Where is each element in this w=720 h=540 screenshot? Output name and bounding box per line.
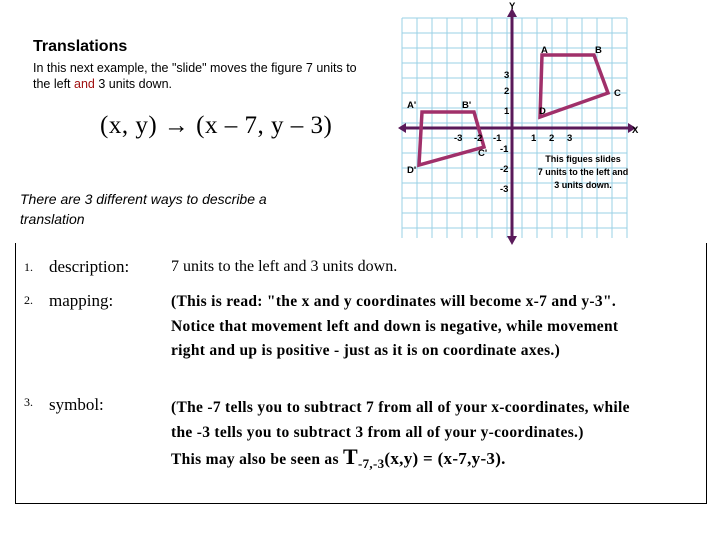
graph-caption-line3: 3 units down.	[554, 180, 612, 190]
label-C: C	[614, 88, 621, 99]
symbol-rest: (x,y) = (x-7,y-3).	[384, 449, 506, 468]
intro-part1: In this next example, the "slide" moves the figure 7 units to the left	[33, 61, 357, 91]
formula-rhs: (x – 7, y – 3)	[196, 112, 333, 139]
symbol-subscript: -7,-3	[357, 456, 385, 472]
method-term: description:	[49, 257, 130, 276]
label-B-prime: B'	[462, 100, 472, 111]
method-symbol-block	[171, 396, 651, 477]
label-A-prime: A'	[407, 100, 417, 111]
formula-arrow: →	[163, 112, 190, 139]
symbol-T: T	[343, 444, 358, 469]
tick-x-3: 3	[567, 133, 573, 144]
label-C-prime: C'	[478, 148, 488, 159]
tick-y-2: 2	[504, 86, 510, 97]
tick-x-1: 1	[531, 133, 537, 144]
method-term: symbol:	[49, 395, 104, 414]
tick-y-neg1: -1	[500, 144, 509, 155]
method-text: (The -7 tells you to subtract 7 from all of your x-coordinates, while the -3 tells you to subtract 3 from all of your y-coordinates.)	[171, 399, 630, 441]
intro-and: and	[74, 77, 95, 91]
label-D-prime: D'	[407, 165, 417, 176]
tick-x-neg2: -2	[474, 133, 483, 144]
x-axis-label: X	[632, 125, 639, 136]
page-title: Translations	[33, 38, 128, 55]
ways-text: There are 3 different ways to describe a translation	[20, 191, 267, 227]
tick-x-neg1: -1	[493, 133, 502, 144]
intro-part2: 3 units down.	[94, 77, 172, 91]
tick-x-neg3: -3	[454, 133, 463, 144]
tick-y-1: 1	[504, 106, 510, 117]
tick-y-neg2: -2	[500, 164, 509, 175]
y-axis-label: Y	[509, 1, 516, 12]
label-A: A	[541, 45, 548, 56]
intro-text	[33, 60, 363, 92]
method-number: 2.	[24, 293, 33, 307]
tick-y-3: 3	[504, 70, 510, 81]
graph-caption-line1: This figues slides	[545, 154, 621, 164]
translation-formula	[100, 112, 332, 140]
method-text: (This is read: "the x and y coordinates will become x-7 and y-3". Notice that movement left and down is negative, while movement right and up is positive - just as it is on coordinate axes.)	[171, 293, 619, 359]
label-B: B	[595, 45, 602, 56]
methods-table	[15, 243, 707, 504]
symbol-intro: This may also be seen as	[171, 451, 343, 468]
tick-x-2: 2	[549, 133, 555, 144]
tick-y-neg3: -3	[500, 184, 509, 195]
method-term: mapping:	[49, 291, 114, 310]
method-text: 7 units to the left and 3 units down.	[171, 258, 398, 275]
formula-lhs: (x, y)	[100, 112, 158, 139]
coordinate-graph	[398, 0, 648, 245]
graph-caption-line2: 7 units to the left and	[537, 167, 629, 177]
method-number: 1.	[24, 260, 33, 274]
symbol-line	[171, 445, 651, 477]
label-D: D	[539, 106, 546, 117]
method-number: 3.	[24, 395, 33, 409]
